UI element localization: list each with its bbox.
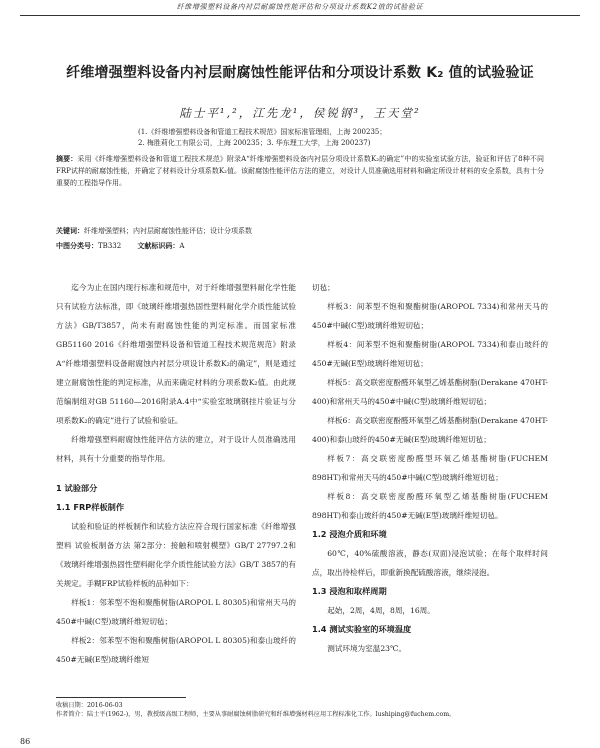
author-bio <box>56 710 552 719</box>
body-paragraph: 起始，2周，4周，8周，16周。 <box>327 606 435 615</box>
running-head: 纤维增强塑料设备内衬层耐腐蚀性能评估和分项设计系数K2值的试验验证 <box>20 2 580 16</box>
left-column <box>56 278 296 669</box>
page-number: 86 <box>20 737 31 746</box>
abstract-text: 采用《纤维增强塑料设备和管道工程技术规范》附录A“纤维增强塑料设备内衬层分项设计系数K₂的确定”中的实验室试验方法，验证和评估了8种不同FRP试样的耐腐蚀性能，并确定了材料设计分项系数K₂值。该耐腐蚀性能评估方法的建立，对设计人员准确选用材料和确定所设计材料的安全系数，具有十分重要的工程指导作用。 <box>56 155 545 187</box>
author-bio-text: 陆士平(1962-)，男，教授级高级工程师，主要从事耐腐蚀树脂研究和纤维增强材料应用工程标准化工作。lushiping@fuchem.com。 <box>86 711 456 718</box>
received-label: 收稿日期： <box>56 702 87 709</box>
doc-code-value: A <box>179 242 185 250</box>
section-heading: 1 试验部分 <box>56 483 98 493</box>
keywords <box>56 226 544 236</box>
affiliation-line: 2. 梅胜莉化工有限公司，上海 200235；3. 华东理工大学，上海 200237) <box>138 139 371 147</box>
clc-label: 中图分类号： <box>56 242 98 250</box>
footnote-divider <box>56 697 186 698</box>
subsection-heading: 1.2 浸泡介质和环境 <box>312 529 387 539</box>
received-value: 2016-06-03 <box>86 702 123 709</box>
subsection-heading: 1.1 FRP样板制作 <box>56 502 125 512</box>
author-bio-label: 作者简介： <box>56 711 87 718</box>
body-paragraph: 迄今为止在国内现行标准和规范中，对于纤维增强塑料耐化学性能只有试验方法标准，即《玻璃纤维增强热固性塑料耐化学介质性能试验方法》GB/T3857，尚未有耐腐蚀性能的判定标准。而国家标准GB51160 2016《纤维增强塑料设备和管道工程技术规范规范》附录A“纤维增强塑料设备耐腐蚀内衬层分项设计系数K₂的确定”，则是通过建立耐腐蚀性能的判定标准，从而来确定材料的分项系数K₂值。由此规范编制组对GB 51160—2016附录A.4中“实验室玻璃钢挂片验证与分项系数K₂的确定”进行了试验和验证。 <box>56 283 296 425</box>
abstract-label: 摘要： <box>56 155 78 163</box>
abstract <box>56 153 544 189</box>
keywords-text: 纤维增强塑料；内衬层耐腐蚀性能评估；设计分项系数 <box>84 227 252 235</box>
sample-item: 样板8：高交联密度酚醛环氧型乙烯基酯树脂(FUCHEM 898HT)和泰山玻纤的450#无碱(E型)玻璃纤维短切毡。 <box>312 492 548 520</box>
keywords-label: 关键词： <box>56 227 84 235</box>
clc-value: TB332 <box>98 242 122 250</box>
affiliation-line: (1.《纤维增强塑料设备和管道工程技术规范》国家标准管理组，上海 200235； <box>138 128 387 136</box>
classification <box>56 241 544 251</box>
sample-item: 样板2：邻苯型不饱和聚酯树脂(AROPOL L 80305)和泰山玻纤的450#无碱(E型)玻璃纤维短 <box>56 636 296 664</box>
sample-item: 样板6：高交联密度酚醛环氧型乙烯基酯树脂(Derakane 470HT-400)和泰山玻纤的450#无碱(E型)玻璃纤维短切毡； <box>312 416 548 444</box>
doc-code-label: 文献标识码： <box>137 242 180 250</box>
paper-title: 纤维增强塑料设备内衬层耐腐蚀性能评估和分项设计系数 K₂ 值的试验验证 <box>66 65 534 81</box>
body-paragraph: 试验和验证的样板制作和试验方法应符合现行国家标准《纤维增强塑料 试验板制备方法 第2部分：接触和喷射模塑》GB/T 27797.2和《玻璃纤维增强热固性塑料耐化学介质性能试验方法》GB/T 3857的有关规定。手糊FRP试验样板的品种如下： <box>56 522 296 588</box>
body-paragraph: 纤维增强塑料耐腐蚀性能评估方法的建立，对于设计人员准确选用材料，具有十分重要的指导作用。 <box>56 435 296 463</box>
sample-item: 样板3：间苯型不饱和聚酯树脂(AROPOL 7334)和常州天马的450#中碱(C型)玻璃纤维短切毡； <box>312 302 548 330</box>
body-paragraph: 切毡； <box>312 283 335 292</box>
sample-item: 样板1：邻苯型不饱和聚酯树脂(AROPOL L 80305)和常州天马的450#中碱(C型)玻璃纤维短切毡； <box>56 598 296 626</box>
received-date <box>56 701 552 710</box>
body-paragraph: 60℃，40%硫酸溶液，静态(双面)浸泡试验；在每个取样时间点，取出待检样后，即重新换配硫酸溶液，继续浸泡。 <box>312 549 548 577</box>
right-column <box>312 278 548 658</box>
sample-item: 样板5：高交联密度酚醛环氧型乙烯基酯树脂(Derakane 470HT-400)和常州天马的450#中碱(C型)玻璃纤维短切毡； <box>312 378 548 406</box>
sample-item: 样板7：高交联密度酚醛型环氧乙烯基酯树脂(FUCHEM 898HT)和常州天马的450#中碱(C型)玻璃纤维短切毡； <box>312 454 548 482</box>
author-list: 陆士平¹,²，江先龙¹，侯锐钢³，王天堂² <box>179 106 421 120</box>
sample-item: 样板4：间苯型不饱和聚酯树脂(AROPOL 7334)和泰山玻纤的450#无碱(E型)玻璃纤维短切毡； <box>312 340 548 368</box>
body-paragraph: 测试环境为室温23℃。 <box>327 644 407 653</box>
subsection-heading: 1.3 浸泡和取样周期 <box>312 586 387 596</box>
subsection-heading: 1.4 测试实验室的环境温度 <box>312 624 412 634</box>
